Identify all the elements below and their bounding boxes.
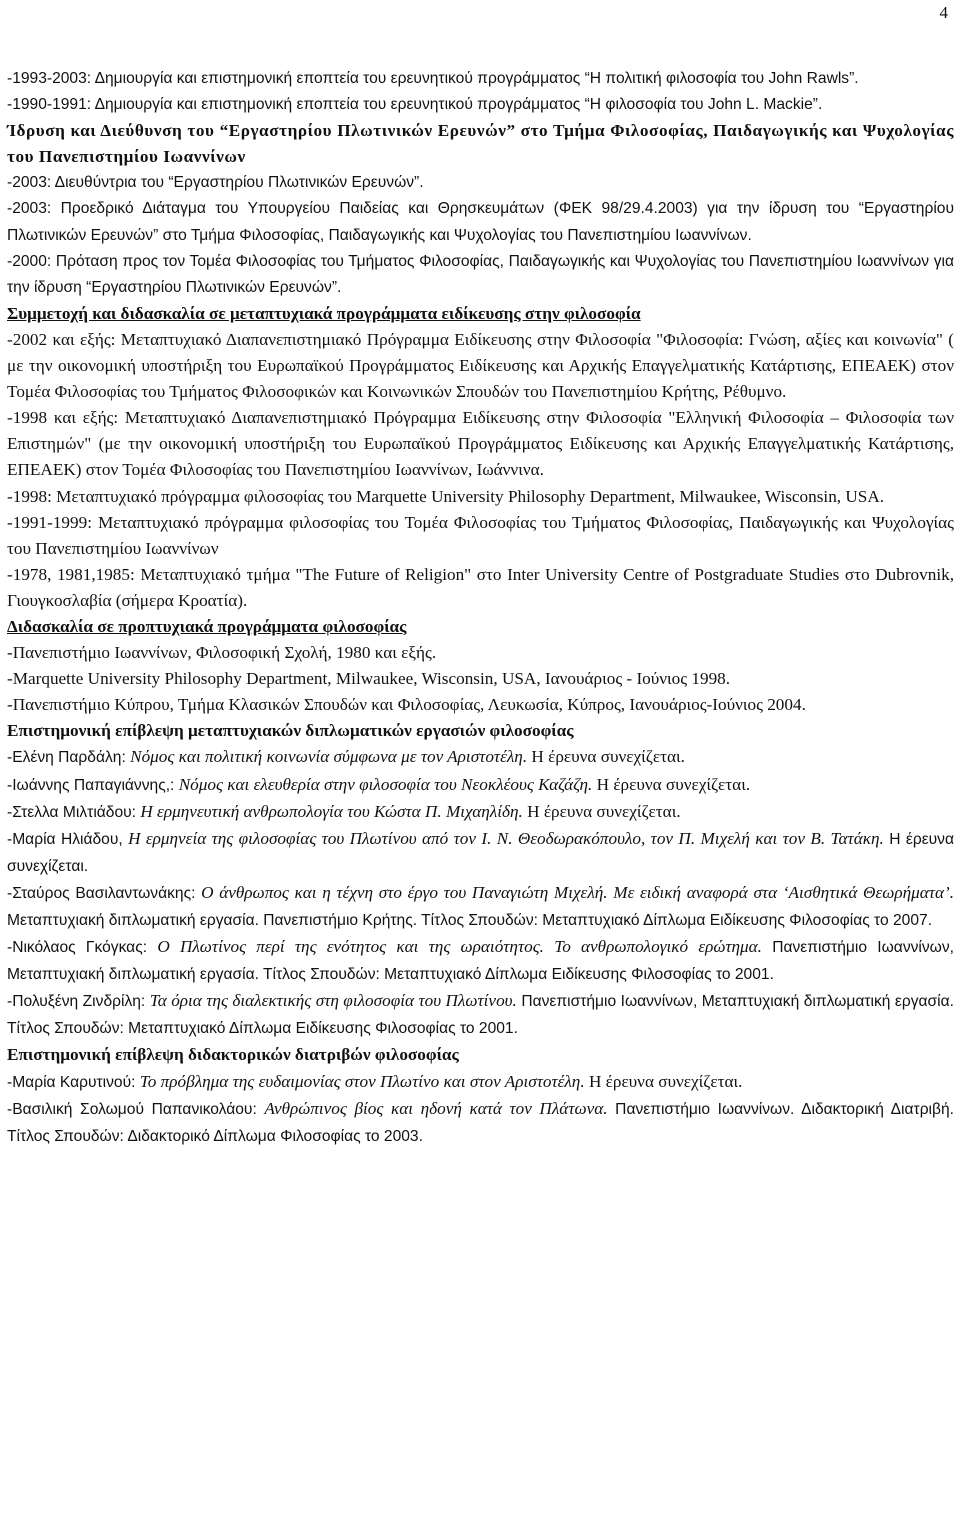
student-name: -Μαρία Ηλιάδου, (7, 830, 129, 848)
thesis-item (7, 772, 954, 799)
dissertation-title: Ανθρώπινος βίος και ηδονή κατά τον Πλάτωνα. (264, 1098, 608, 1118)
postgrad-item: -1998 και εξής: Μεταπτυχιακό Διαπανεπιστημιακό Πρόγραμμα Ειδίκευσης στην Φιλοσοφία "Ελληνική Φιλοσοφία – Φιλοσοφία των Επιστημών" (με την οικονομική υποστήριξη του Ευρωπαϊκού Προγράμματος Ειδίκευσης και Αρχικής Επαγγελματικής Κατάρτισης, ΕΠΕΑΕΚ) στον Τομέα Φιλοσοφίας του Πανεπιστημίου Ιωαννίνων, Ιωάννινα. (7, 408, 954, 480)
postgrad-item: -1991-1999: Μεταπτυχιακό πρόγραμμα φιλοσοφίας του Τομέα Φιλοσοφίας του Τμήματος Φιλοσοφίας, Παιδαγωγικής και Ψυχολογίας του Πανεπιστημίου Ιωαννίνων (7, 512, 954, 558)
lab-heading: Ίδρυση και Διεύθυνση του “Εργαστηρίου Πλωτινικών Ερευνών” στο Τμήμα Φιλοσοφίας, Παιδαγωγικής και Ψυχολογίας του Πανεπιστημίου Ιωαννίνων (7, 121, 954, 167)
thesis-item (7, 826, 954, 880)
lab-item-decree: -2003: Προεδρικό Διάταγμα του Υπουργείου Παιδείας και Θρησκευμάτων (ΦΕΚ 98/29.4.2003) για την ίδρυση του “Εργαστηρίου Πλωτινικών Ερευνών” στο Τμήμα Φιλοσοφίας, Παιδαγωγικής και Ψυχολογίας του Πανεπιστημίου Ιωαννίνων. (7, 200, 954, 244)
thesis-status: Η έρευνα συνεχίζεται. (527, 747, 685, 767)
undergrad-heading: Διδασκαλία σε προπτυχιακά προγράμματα φιλοσοφίας (7, 616, 407, 636)
thesis-item (7, 934, 954, 988)
lab-item-proposal: -2000: Πρόταση προς τον Τομέα Φιλοσοφίας του Τμήματος Φιλοσοφίας, Παιδαγωγικής και Ψυχολογίας του Πανεπιστημίου Ιωαννίνων για την ίδρυση “Εργαστηρίου Πλωτινικών Ερευνών”. (7, 252, 954, 296)
thesis-item (7, 799, 954, 826)
student-name: -Βασιλική Σολωμού Παπανικολάου: (7, 1100, 265, 1118)
thesis-title: Νόμος και πολιτική κοινωνία σύμφωνα με τον Αριστοτέλη. (130, 747, 528, 767)
thesis-status: Μεταπτυχιακή διπλωματική εργασία. Πανεπιστήμιο Κρήτης. Τίτλος Σπουδών: Μεταπτυχιακό Δίπλωμα Ειδίκευσης Φιλοσοφίας το 2007. (7, 912, 933, 929)
thesis-title: Η ερμηνευτική ανθρωπολογία του Κώστα Π. Μιχαηλίδη. (140, 801, 523, 821)
postgrad-item: -2002 και εξής: Μεταπτυχιακό Διαπανεπιστημιακό Πρόγραμμα Ειδίκευσης στην Φιλοσοφία "Φιλοσοφία: Γνώση, αξίες και κοινωνία" ( με την οικονομική υποστήριξη του Ευρωπαϊκού Προγράμματος Ειδίκευσης και Αρχικής Επαγγελματικής Κατάρτισης, ΕΠΕΑΕΚ) στον Τομέα Φιλοσοφίας του Τμήματος Φιλοσοφικών και Κοινωνικών Σπουδών του Πανεπιστημίου Κρήτης, Ρέθυμνο. (7, 329, 954, 402)
postgrad-item: -1978, 1981,1985: Μεταπτυχιακό τμήμα "The Future of Religion" στο Inter University Centre of Postgraduate Studies στο Dubrovnik, Γιουγκοσλαβία (σήμερα Κροατία). (7, 564, 954, 610)
thesis-title: Η ερμηνεία της φιλοσοφίας του Πλωτίνου από τον Ι. Ν. Θεοδωρακόπουλο, τον Π. Μιχελή και τον Β. Τατάκη. (128, 828, 884, 848)
thesis-title: Ο άνθρωπος και η τέχνη στο έργο του Παναγιώτη Μιχελή. Με ειδική αναφορά στα ‘Αισθητικά Θεωρήματα’. (201, 882, 954, 902)
student-name: -Στελλα Μιλτιάδου: (7, 803, 141, 821)
page-content (7, 66, 954, 1150)
thesis-item (7, 880, 954, 934)
thesis-status: Η έρευνα συνεχίζεται. (7, 830, 954, 875)
thesis-status: Η έρευνα συνεχίζεται. (522, 801, 681, 821)
thesis-item (7, 988, 954, 1042)
student-name: -Μαρία Καρυτινού: (7, 1073, 140, 1091)
student-name: -Ελένη Παρδάλη: (7, 749, 131, 767)
undergrad-item: -Marquette University Philosophy Department, Milwaukee, Wisconsin, USA, Ιανουάριος - Ιούνιος 1998. (7, 669, 731, 689)
postgrad-heading: Συμμετοχή και διδασκαλία σε μεταπτυχιακά προγράμματα ειδίκευσης στην φιλοσοφία (7, 303, 641, 323)
undergrad-item: -Πανεπιστήμιο Ιωαννίνων, Φιλοσοφική Σχολή, 1980 και εξής. (7, 643, 437, 663)
thesis-item (7, 744, 954, 771)
student-name: -Σταύρος Βασιλαντωνάκης: (7, 884, 202, 902)
postgrad-item: -1998: Μεταπτυχιακό πρόγραμμα φιλοσοφίας του Marquette University Philosophy Department, Milwaukee, Wisconsin, USA. (7, 486, 885, 506)
thesis-status: Πανεπιστήμιο Ιωαννίνων, Μεταπτυχιακή διπλωματική εργασία. Τίτλος Σπουδών: Μεταπτυχιακό Δίπλωμα Ειδίκευσης Φιλοσοφίας το 2001. (7, 939, 954, 984)
dissertation-item (7, 1096, 954, 1150)
dissertation-title: Το πρόβλημα της ευδαιμονίας στον Πλωτίνο και στον Αριστοτέλη. (139, 1071, 585, 1091)
research-project-mackie: -1990-1991: Δημιουργία και επιστημονική εποπτεία του ερευνητικού προγράμματος “Η φιλοσοφία του John L. Mackie”. (7, 96, 823, 114)
undergrad-item: -Πανεπιστήμιο Κύπρου, Τμήμα Κλασικών Σπουδών και Φιλοσοφίας, Λευκωσία, Κύπρος, Ιανουάριος-Ιούνιος 2004. (7, 695, 806, 715)
student-name: -Πολυξένη Ζινδρίλη: (7, 993, 150, 1011)
thesis-title: Τα όρια της διαλεκτικής στη φιλοσοφία του Πλωτίνου. (149, 991, 517, 1011)
doctoral-supervision-heading: Επιστημονική επίβλεψη διδακτορικών διατριβών φιλοσοφίας (7, 1045, 459, 1065)
thesis-status: Η έρευνα συνεχίζεται. (592, 774, 751, 794)
dissertation-status: Πανεπιστήμιο Ιωαννίνων. Διδακτορική Διατριβή. Τίτλος Σπουδών: Διδακτορικό Δίπλωμα Φιλοσοφίας το 2003. (7, 1100, 955, 1145)
page-number: 4 (939, 3, 948, 22)
thesis-status: Πανεπιστήμιο Ιωαννίνων, Μεταπτυχιακή διπλωματική εργασία. Τίτλος Σπουδών: Μεταπτυχιακό Δίπλωμα Ειδίκευσης Φιλοσοφίας το 2001. (7, 993, 954, 1038)
dissertation-item (7, 1069, 954, 1096)
dissertation-status: Η έρευνα συνεχίζεται. (584, 1071, 743, 1091)
masters-supervision-heading: Επιστημονική επίβλεψη μεταπτυχιακών διπλωματικών εργασιών φιλοσοφίας (7, 721, 574, 741)
research-project-rawls: -1993-2003: Δημιουργία και επιστημονική εποπτεία του ερευνητικού προγράμματος “Η πολιτική φιλοσοφία του John Rawls”. (7, 70, 859, 87)
student-name: -Νικόλαος Γκόγκας: (7, 939, 158, 957)
thesis-title: Νόμος και ελευθερία στην φιλοσοφία του Νεοκλέους Καζάζη. (178, 774, 593, 794)
lab-item-director: -2003: Διευθύντρια του “Εργαστηρίου Πλωτινικών Ερευνών”. (7, 174, 424, 192)
thesis-title: Ο Πλωτίνος περί της ενότητος και της ωραιότητος. Το ανθρωπολογικό ερώτημα. (157, 937, 762, 957)
student-name: -Ιωάννης Παπαγιάννης,: (7, 776, 179, 794)
